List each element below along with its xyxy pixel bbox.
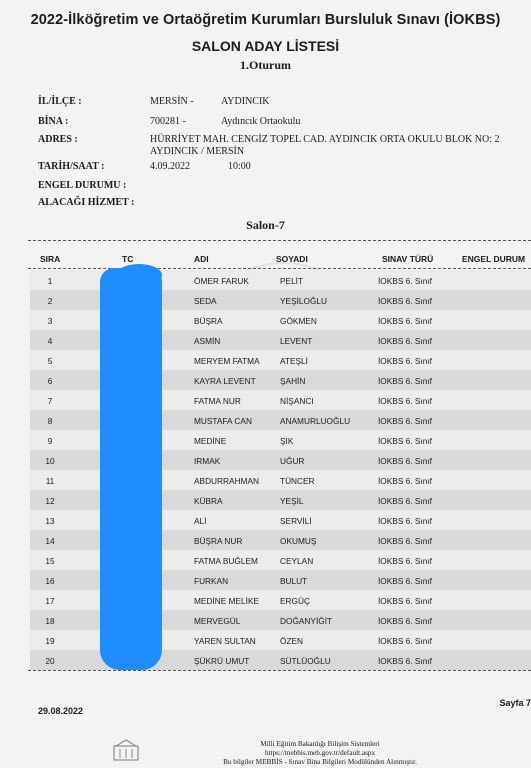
cell-sira: 16 (45, 576, 55, 586)
cell-adi: FURKAN (194, 576, 229, 586)
page-number: Sayfa 7 (499, 698, 531, 708)
cell-adi: IRMAK (194, 456, 221, 466)
cell-adi: ŞÜKRÜ UMUT (194, 656, 250, 666)
cell-sira: 2 (47, 296, 53, 306)
cell-sira: 8 (47, 416, 53, 426)
cell-sira: 10 (45, 456, 55, 466)
cell-soyadi: ATEŞLİ (280, 356, 308, 366)
cell-soyadi: ÖZEN (280, 636, 304, 646)
cell-sira: 3 (47, 316, 53, 326)
cell-soyadi: LEVENT (280, 336, 313, 346)
cell-sinav-turu: İOKBS 6. Sınıf (378, 456, 432, 466)
document-title: 2022-İlköğretim ve Ortaöğretim Kurumları Bursluluk Sınavı (İOKBS) (30, 12, 501, 28)
cell-soyadi: ANAMURLUOĞLU (280, 416, 351, 426)
cell-sira: 17 (45, 596, 55, 606)
cell-sinav-turu: İOKBS 6. Sınıf (378, 376, 432, 386)
divider-bottom (28, 670, 531, 671)
cell-soyadi: ŞAHİN (280, 376, 306, 386)
cell-adi: ASMİN (194, 336, 221, 346)
salon-label: Salon-7 (246, 218, 285, 232)
header-engel-durumu: ENGEL DURUM (462, 254, 526, 264)
cell-sira: 18 (45, 616, 55, 626)
cell-sinav-turu: İOKBS 6. Sınıf (378, 496, 432, 506)
cell-soyadi: NİŞANCI (280, 396, 314, 406)
cell-soyadi: YEŞİLOĞLU (280, 296, 328, 306)
cell-adi: KAYRA LEVENT (194, 376, 256, 386)
cell-sinav-turu: İOKBS 6. Sınıf (378, 576, 432, 586)
bina-name: Aydıncık Ortaokulu (221, 116, 301, 127)
footer-line3: Bu bilgiler MEBBİS - Sınav Bina Bilgileri Modülünden Alınmıştır. (223, 758, 417, 766)
header-tc: TC (122, 254, 134, 264)
cell-soyadi: UĞUR (280, 456, 305, 466)
cell-sinav-turu: İOKBS 6. Sınıf (378, 556, 432, 566)
cell-adi: MEDİNE (194, 436, 227, 446)
cell-sira: 19 (45, 636, 55, 646)
tarih-value: 4.09.2022 (150, 161, 190, 172)
hizmet-label: ALACAĞI HİZMET : (38, 197, 135, 208)
cell-adi: FATMA NUR (194, 396, 241, 406)
cell-sinav-turu: İOKBS 6. Sınıf (378, 316, 432, 326)
ilce-value: AYDINCIK (221, 96, 270, 107)
cell-sira: 5 (47, 356, 53, 366)
cell-sira: 9 (47, 436, 53, 446)
cell-adi: FATMA BUĞLEM (194, 556, 258, 566)
cell-sira: 11 (45, 476, 55, 486)
cell-sira: 14 (45, 536, 55, 546)
ministry-logo-icon (112, 738, 140, 764)
header-soyadi: SOYADI (276, 254, 308, 264)
cell-sira: 13 (45, 516, 55, 526)
cell-soyadi: YEŞİL (280, 496, 304, 506)
cell-sinav-turu: İOKBS 6. Sınıf (378, 416, 432, 426)
cell-sinav-turu: İOKBS 6. Sınıf (378, 436, 432, 446)
cell-soyadi: OKUMUŞ (280, 536, 317, 546)
document-subtitle: SALON ADAY LİSTESİ (191, 38, 340, 54)
header-sinav-turu: SINAV TÜRÜ (382, 254, 434, 264)
cell-soyadi: DOĞANYİĞİT (280, 616, 333, 626)
cell-soyadi: PELİT (280, 276, 304, 286)
footer-line1: Milli Eğitim Bakanlığı Bilişim Sistemleri (260, 740, 380, 748)
adres-line1: HÜRRİYET MAH. CENGİZ TOPEL CAD. AYDINCIK ORTA OKULU BLOK NO: 2 (150, 134, 500, 145)
cell-sinav-turu: İOKBS 6. Sınıf (378, 396, 432, 406)
cell-sira: 1 (47, 276, 53, 286)
cell-soyadi: ŞIK (280, 436, 294, 446)
cell-soyadi: TÜNCER (280, 476, 315, 486)
cell-sinav-turu: İOKBS 6. Sınıf (378, 596, 432, 606)
il-ilce-label: İL/İLÇE : (38, 96, 82, 107)
cell-adi: ALİ (194, 516, 207, 526)
cell-adi: MEDİNE MELİKE (194, 596, 260, 606)
print-date: 29.08.2022 (38, 706, 84, 716)
cell-sira: 7 (47, 396, 53, 406)
cell-sinav-turu: İOKBS 6. Sınıf (378, 276, 432, 286)
cell-soyadi: CEYLAN (280, 556, 314, 566)
cell-sinav-turu: İOKBS 6. Sınıf (378, 636, 432, 646)
bina-label: BİNA : (38, 116, 69, 127)
cell-adi: ÖMER FARUK (194, 276, 249, 286)
cell-adi: SEDA (194, 296, 217, 306)
footer-line2: https://mebbis.meb.gov.tr/default.aspx (264, 749, 376, 757)
cell-adi: MUSTAFA CAN (194, 416, 252, 426)
cell-sinav-turu: İOKBS 6. Sınıf (378, 516, 432, 526)
cell-adi: KÜBRA (194, 496, 223, 506)
cell-adi: BÜŞRA (194, 316, 223, 326)
engel-label: ENGEL DURUMU : (38, 180, 127, 191)
cell-soyadi: ERGÜÇ (280, 596, 310, 606)
cell-adi: YAREN SULTAN (194, 636, 256, 646)
cell-sinav-turu: İOKBS 6. Sınıf (378, 476, 432, 486)
cell-adi: MERYEM FATMA (194, 356, 260, 366)
redaction-mark (100, 268, 162, 670)
cell-sinav-turu: İOKBS 6. Sınıf (378, 336, 432, 346)
cell-soyadi: GÖKMEN (280, 316, 317, 326)
cell-sira: 12 (45, 496, 55, 506)
cell-sira: 6 (47, 376, 53, 386)
session-label: 1.Oturum (240, 58, 291, 72)
cell-soyadi: BULUT (280, 576, 308, 586)
header-adi: ADI (194, 254, 209, 264)
cell-sinav-turu: İOKBS 6. Sınıf (378, 656, 432, 666)
header-sira: SIRA (40, 254, 61, 264)
cell-sinav-turu: İOKBS 6. Sınıf (378, 356, 432, 366)
cell-sira: 20 (45, 656, 55, 666)
saat-value: 10:00 (228, 161, 251, 172)
adres-label: ADRES : (38, 134, 78, 145)
cell-adi: ABDURRAHMAN (194, 476, 259, 486)
cell-sira: 4 (47, 336, 53, 346)
bina-code: 700281 - (150, 116, 186, 127)
adres-line2: AYDINCIK / MERSİN (150, 146, 245, 157)
cell-sinav-turu: İOKBS 6. Sınıf (378, 536, 432, 546)
cell-soyadi: SERVİLİ (280, 516, 312, 526)
cell-soyadi: SÜTLÜOĞLU (280, 656, 331, 666)
cell-sira: 15 (45, 556, 55, 566)
il-value: MERSİN - (150, 96, 194, 107)
cell-adi: BÜŞRA NUR (194, 536, 243, 546)
divider-top (28, 240, 531, 241)
tarih-label: TARİH/SAAT : (38, 161, 105, 172)
cell-sinav-turu: İOKBS 6. Sınıf (378, 616, 432, 626)
cell-adi: MERVEGÜL (194, 616, 241, 626)
cell-sinav-turu: İOKBS 6. Sınıf (378, 296, 432, 306)
